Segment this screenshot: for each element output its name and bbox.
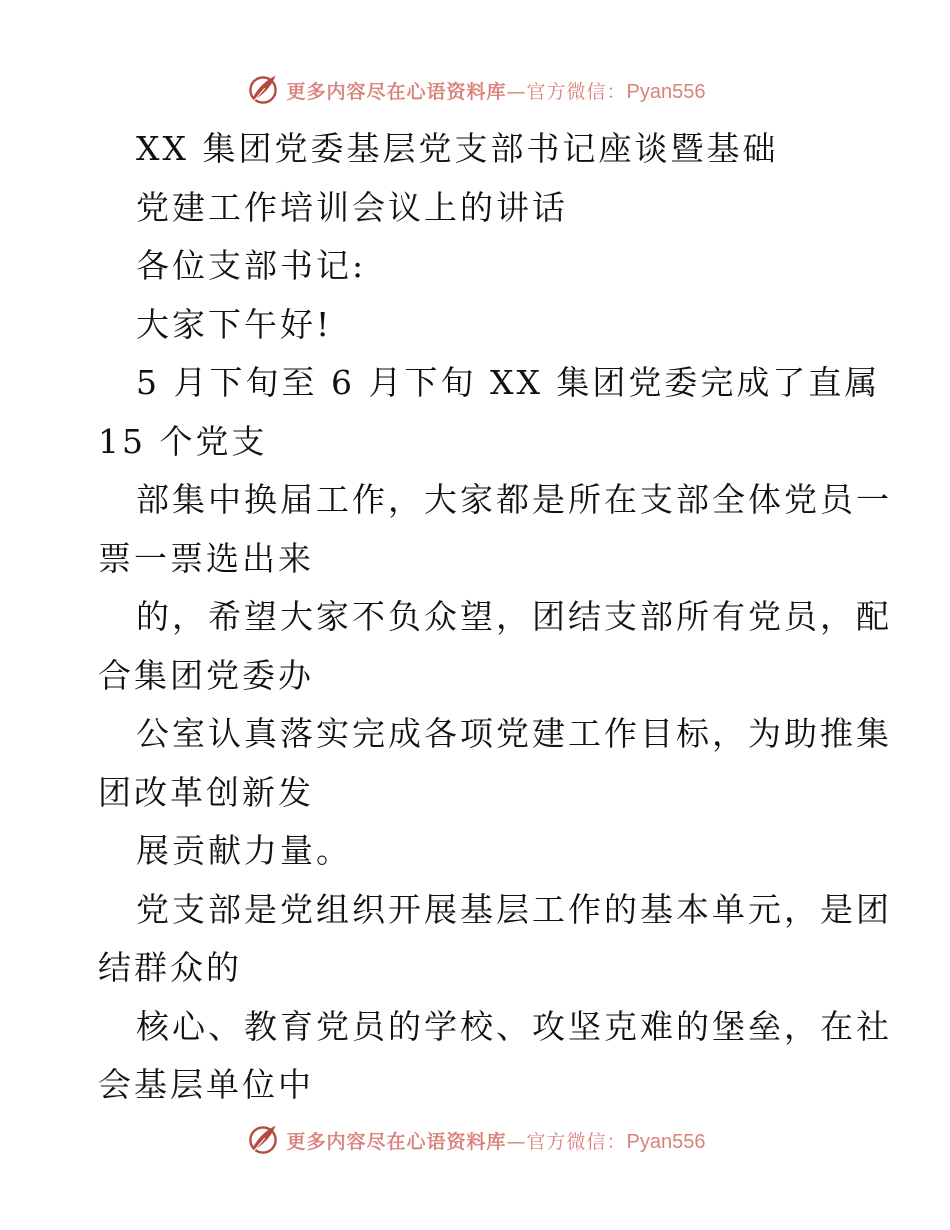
text-line: 公室认真落实完成各项党建工作目标，为助推集 xyxy=(136,714,892,753)
watermark-banner-top xyxy=(0,70,950,110)
watermark-banner-content xyxy=(245,1122,706,1158)
text-line: 部集中换届工作，大家都是所在支部全体党员一 xyxy=(136,480,892,519)
quill-pen-icon xyxy=(245,72,281,108)
text-line: 各位支部书记: xyxy=(136,246,367,285)
watermark-banner-bottom xyxy=(0,1120,950,1160)
text-line: 团改革创新发 xyxy=(98,772,314,812)
watermark-contact-id: Pyan556 xyxy=(626,1130,706,1153)
text-line: 会基层单位中 xyxy=(98,1065,314,1104)
text-line: 的，希望大家不负众望，团结支部所有党员，配 xyxy=(136,597,892,636)
watermark-contact-label: 官方微信： xyxy=(526,1130,627,1153)
watermark-contact-label: 官方微信： xyxy=(526,80,627,103)
document-body xyxy=(98,120,892,1115)
text-line: 党支部是党组织开展基层工作的基本单元，是团 xyxy=(136,889,892,929)
text-line: 核心、教育党员的学校、攻坚克难的堡垒，在社 xyxy=(136,1006,892,1046)
text-line: 15 个党支 xyxy=(98,421,268,461)
text-line: 展贡献力量。 xyxy=(136,831,352,870)
text-line: 5 月下旬至 6 月下旬 XX 集团党委完成了直属 xyxy=(136,363,881,402)
watermark-banner-content xyxy=(245,72,706,108)
text-line: 结群众的 xyxy=(98,948,242,987)
text-line: XX 集团党委基层党支部书记座谈暨基础 xyxy=(136,129,779,168)
text-line: 大家下午好! xyxy=(136,304,333,344)
text-line: 票一票选出来 xyxy=(98,538,314,578)
watermark-separator: — xyxy=(506,1130,527,1153)
quill-pen-icon xyxy=(245,1122,281,1158)
text-line: 党建工作培训会议上的讲话 xyxy=(136,187,568,227)
watermark-main-text: 更多内容尽在心语资料库 xyxy=(286,80,507,103)
watermark-separator: — xyxy=(506,80,527,103)
watermark-main-text: 更多内容尽在心语资料库 xyxy=(286,1130,507,1153)
watermark-contact-id: Pyan556 xyxy=(626,80,706,103)
text-line: 合集团党委办 xyxy=(98,655,314,695)
